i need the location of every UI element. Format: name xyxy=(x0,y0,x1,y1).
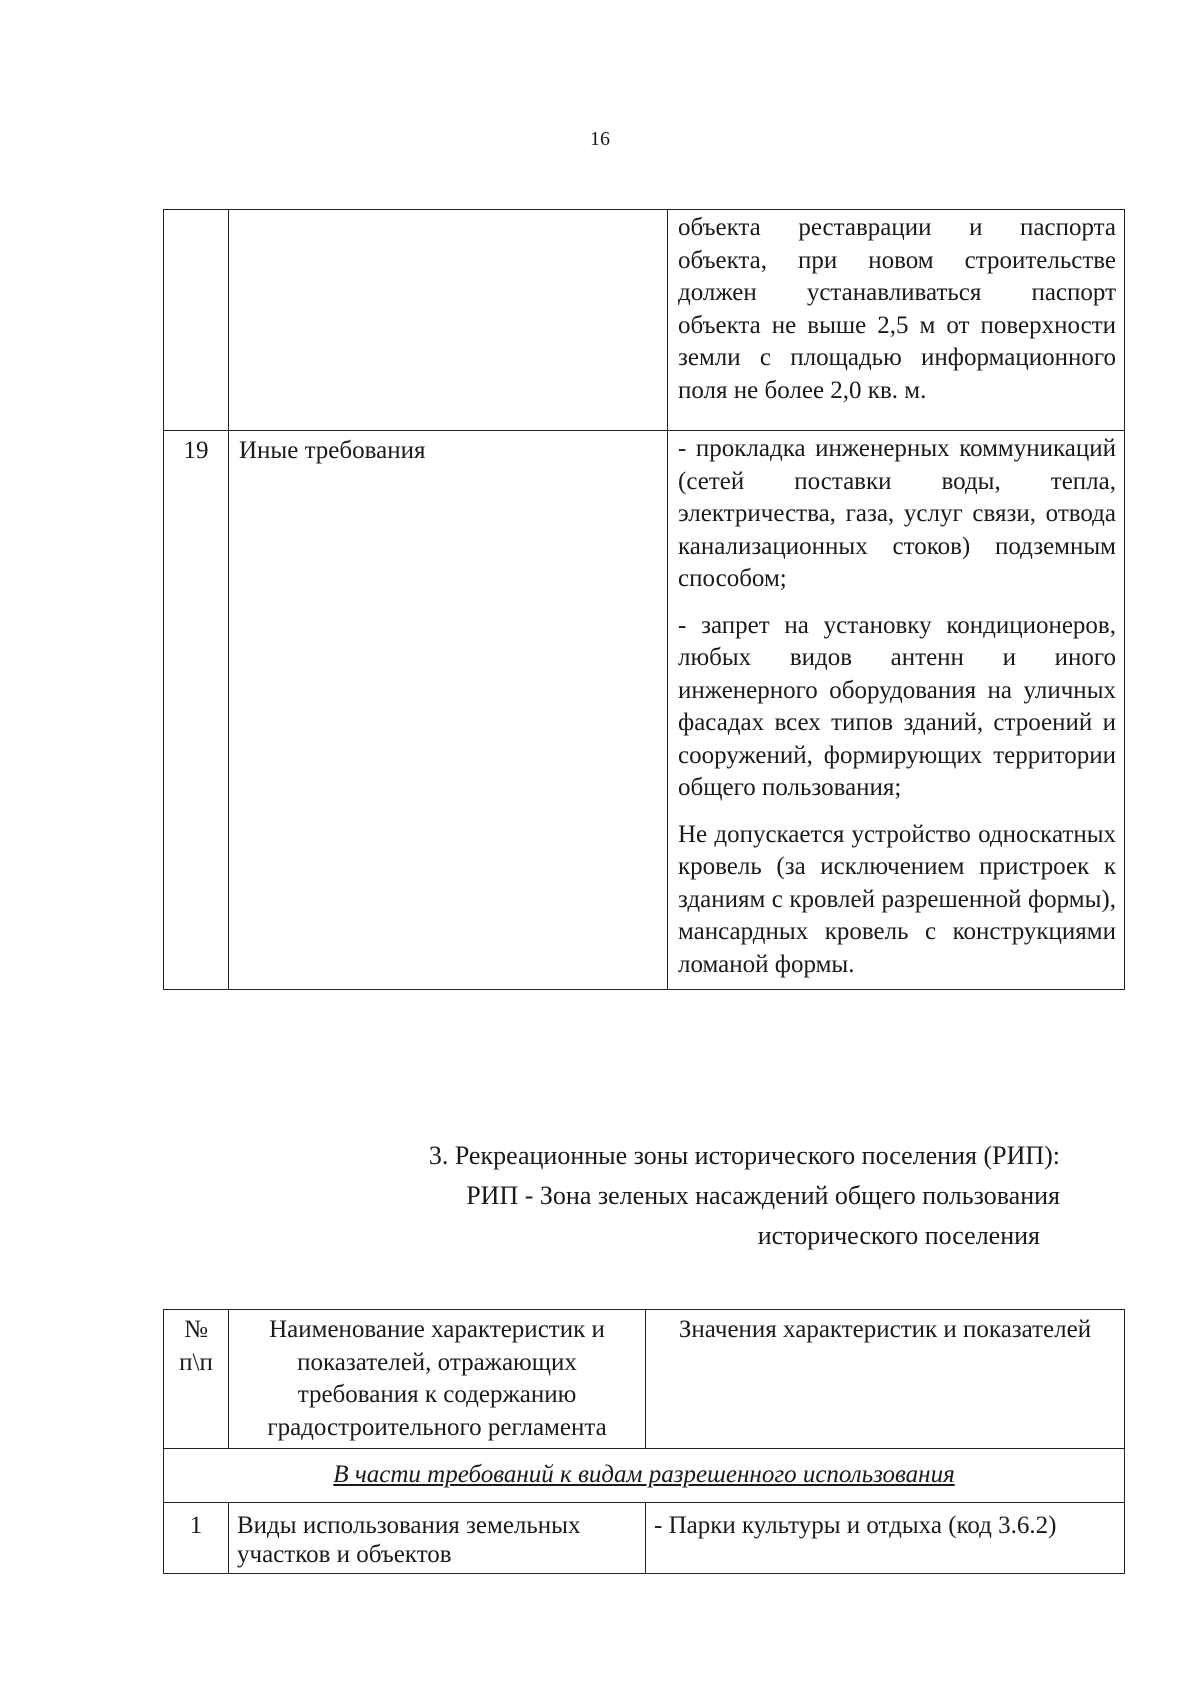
requirement-item-3: Не допускается устройство односкатных кровель (за исключением пристроек к зданиям с кровлей разрешенной формы), мансардных кровель с конструкциями ломаной формы. xyxy=(678,820,1116,978)
header-value: Значения характеристик и показателей xyxy=(646,1310,1125,1449)
page-number: 16 xyxy=(590,128,610,150)
header-name: Наименование характеристик и показателей, отражающих требования к содержанию градостроительного регламента xyxy=(229,1310,646,1449)
row-number: 19 xyxy=(164,431,229,990)
row-number-cell xyxy=(164,210,229,431)
zone-title-continued: исторического поселения xyxy=(757,1221,1040,1250)
row-name: Виды использования земельных участков и объектов xyxy=(229,1502,646,1573)
table-row-19 xyxy=(164,431,1125,990)
requirement-item-1: - прокладка инженерных коммуникаций (сетей поставки воды, тепла, электричества, газа, услуг связи, отвода канализационных стоков) подземным способом; xyxy=(678,435,1116,592)
zone-regulation-table xyxy=(163,1309,1125,1574)
requirements-table-continued xyxy=(163,209,1125,990)
row-number: 1 xyxy=(164,1502,229,1573)
table-row-continued xyxy=(164,210,1125,431)
row-name-cell xyxy=(229,210,668,431)
subheader: В части требований к видам разрешенного использования xyxy=(164,1449,1125,1503)
continued-value-text: объекта реставрации и паспорта объекта, при новом строительстве должен устанавливаться паспорт объекта не выше 2,5 м от поверхности земли с площадью информационного поля не более 2,0 кв. м. xyxy=(678,214,1116,404)
row-value-cell xyxy=(668,210,1125,431)
row-value: - Парки культуры и отдыха (код 3.6.2) xyxy=(646,1502,1125,1573)
table-header-row xyxy=(164,1310,1125,1449)
row-values xyxy=(668,431,1125,990)
requirement-item-2: - запрет на установку кондиционеров, любых видов антенн и иного инженерного оборудования на уличных фасадах всех типов зданий, строений и сооружений, формирующих территории общего пользования; xyxy=(678,611,1116,801)
table-row-1 xyxy=(164,1502,1125,1573)
section-heading: 3. Рекреационные зоны исторического поселения (РИП): xyxy=(428,1141,1060,1170)
header-number: № п\п xyxy=(164,1310,229,1449)
table-subheader-row xyxy=(164,1449,1125,1503)
zone-title: РИП - Зона зеленых насаждений общего пользования xyxy=(466,1181,1060,1210)
row-name: Иные требования xyxy=(229,431,668,990)
